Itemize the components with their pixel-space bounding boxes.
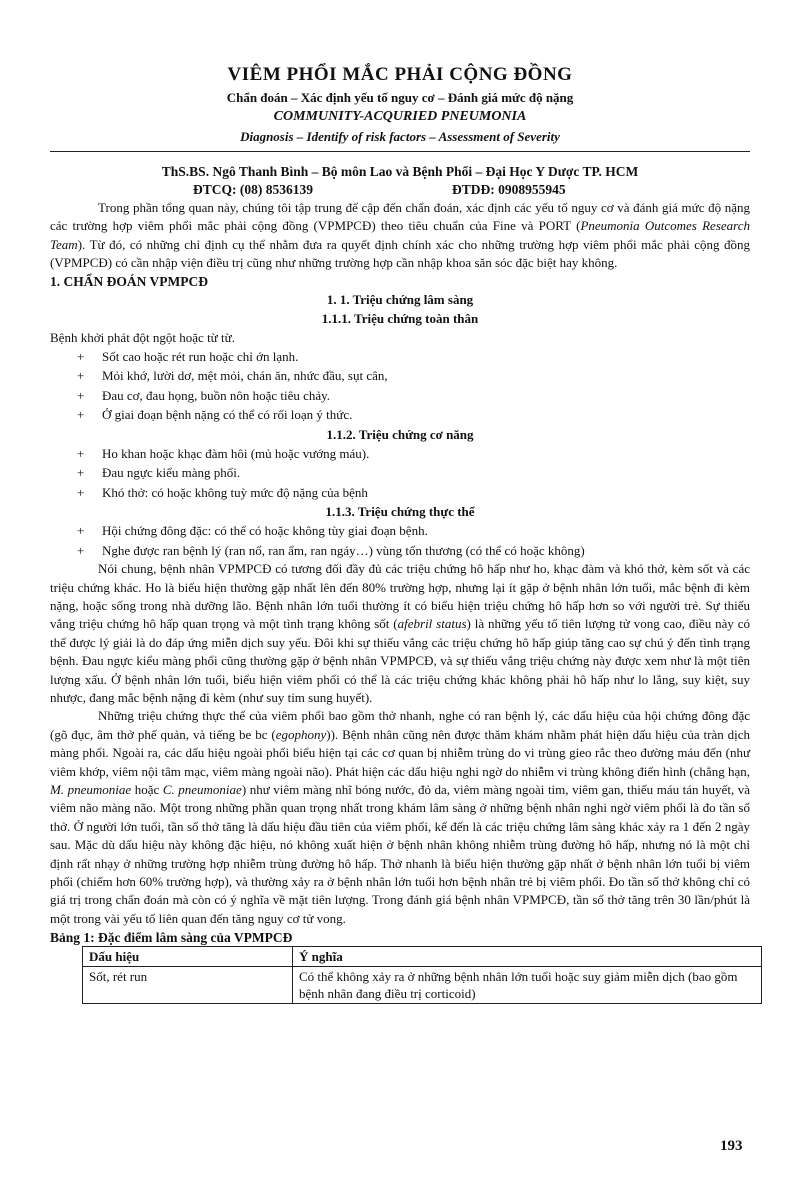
subsection-functional-symptoms: 1.1.2. Triệu chứng cơ năng — [326, 426, 474, 442]
subsection-clinical-symptoms: 1. 1. Triệu chứng lâm sàng — [326, 291, 474, 307]
author-line: ThS.BS. Ngô Thanh Bình – Bộ môn Lao và Bệnh Phổi – Đại Học Y Dược TP. HCM — [161, 164, 639, 179]
list-item: + Hội chứng đông đặc: có thể có hoặc không tùy giai đoạn bệnh. — [77, 523, 428, 539]
title-divider — [50, 151, 750, 152]
systemic-symptom-list — [50, 347, 750, 425]
list-item: + Đau cơ, đau họng, buồn nôn hoặc tiêu chảy. — [77, 387, 331, 403]
table-header-row — [83, 947, 762, 967]
mobile-phone: ĐTDĐ: 0908955945 — [452, 182, 566, 197]
table-caption: Bảng 1: Đặc điểm lâm sàng của VPMPCĐ — [50, 930, 293, 946]
list-item: + Sốt cao hoặc rét run hoặc chỉ ớn lạnh. — [77, 348, 299, 364]
page-subtitle: Chẩn đoán – Xác định yếu tố nguy cơ – Đánh giá mức độ nặng — [226, 90, 574, 105]
table-cell: Sốt, rét run — [83, 967, 293, 1004]
symptom-discussion-paragraph: Nói chung, bệnh nhân VPMPCĐ có tương đối đầy đủ các triệu chứng hô hấp như ho, khạc đàm và khó thở, kèm sốt và các triệu chứng khác. Ho là biểu hiện thường gặp nhất lên đến 80% trường hợp, nhưng lại ít gặp ở bệnh nhân lớn tuổi, mắc bệnh đi kèm nặng, hoặc sống trong nhà dưỡng lão. Bệnh nhân lớn tuổi thường ít có biểu hiện triệu chứng hô hấp hơn so với người trẻ. Sự thiếu vắng triệu chứng hô hấp quan trọng và một tình trạng không sốt (afebril status) là những yếu tố tiên lượng tử vong cao, điều này có thể được lý giải là do đáp ứng miễn dịch suy yếu. Đôi khi sự thiếu vắng các triệu chứng hô hấp giúp tăng cao sự chú ý đến tình trạng bệnh. Đau ngực kiểu màng phổi cũng thường gặp ở bệnh nhân VPMPCĐ, và sự thiếu vắng triệu chứng này được xem như là một tiên lượng xấu. Ở bệnh nhân lớn tuổi, biểu hiện viêm phổi có thể là các triệu chứng khác không phải hô hấp như lo lắng, suy kiệt, suy nhược, đang mắc bệnh nặng đi kèm (như suy tim sung huyết). — [50, 561, 750, 705]
office-phone: ĐTCQ: (08) 8536139 — [193, 182, 313, 197]
list-item: + Ho khan hoặc khạc đàm hôi (mủ hoặc vướng máu). — [77, 445, 370, 461]
contact-phones — [50, 182, 750, 199]
list-item: + Ở giai đoạn bệnh nặng có thể có rối loạn ý thức. — [77, 407, 353, 423]
table-cell: Có thể không xảy ra ở những bệnh nhân lớn tuổi hoặc suy giảm miễn dịch (bao gồm bệnh nhân đang điều trị corticoid) — [293, 967, 762, 1004]
document-page — [50, 64, 750, 1004]
page-title: VIÊM PHỔI MẮC PHẢI CỘNG ĐỒNG — [227, 64, 573, 85]
list-item: + Mỏi khớ, lười dơ, mệt mỏi, chán ăn, nhức đầu, sụt cân, — [77, 368, 388, 384]
clinical-features-table — [82, 946, 762, 1004]
intro-paragraph: Trong phần tổng quan này, chúng tôi tập trung để cập đến chẩn đoán, xác định các yếu tố nguy cơ và đánh giá mức độ nặng các trường hợp viêm phổi mắc phải cộng đồng (VPMPCĐ) theo tiêu chuẩn của Fine và PORT (Pneumonia Outcomes Research Team). Từ đó, có những chỉ định cụ thể nhằm đưa ra quyết định chính xác cho những trường hợp viêm phổi mắc phải cộng đồng (VPMPCĐ) có cần nhập viện điều trị cũng như những trường hợp cần nhập khoa săn sóc đặc biệt hay không. — [50, 200, 750, 271]
list-item: + Nghe được ran bệnh lý (ran nổ, ran ẩm, ran ngáy…) vùng tổn thương (có thể có hoặc không) — [77, 542, 585, 558]
subsection-physical-signs: 1.1.3. Triệu chứng thực thể — [325, 504, 475, 520]
english-title: COMMUNITY-ACQURIED PNEUMONIA — [273, 109, 527, 124]
physical-sign-list — [50, 521, 750, 560]
table-header-cell: Dấu hiệu — [83, 947, 293, 967]
physical-exam-paragraph: Những triệu chứng thực thể của viêm phổi bao gồm thở nhanh, nghe có ran bệnh lý, các dấu hiệu của hội chứng đông đặc (gõ đục, âm thở phế quản, và tiếng be bc (egophony)). Bệnh nhân cũng nên được thăm khám nhằm phát hiện dấu hiệu của tràn dịch màng phổi. Ngoài ra, các dấu hiệu ngoài phổi biểu hiện tại các cơ quan bị nhiễm trùng do vi trùng gieo rắc theo đường máu đến (như viêm khớp, viêm nội tâm mạc, viêm màng ngoài não). Phát hiện các dấu hiệu nghi ngờ do nhiễm vi trùng không điển hình (chẳng hạn, M. pneumoniae hoặc C. pneumoniae) như viêm màng nhĩ bóng nước, đỏ da, viêm màng ngoài tim, viêm gan, thiếu máu tán huyết, và viêm não màng não. Một trong những phần quan trọng nhất trong khám lâm sàng ở những bệnh nhân nghi ngờ viêm phổi là đo tần số thở. Ở người lớn tuổi, tần số thở tăng là dấu hiệu đầu tiên của viêm phổi, kế đến là các triệu chứng lâm sàng khác xảy ra 1 đến 2 ngày sau. Mặc dù dấu hiệu này không đặc hiệu, nó không xuất hiện ở bệnh nhân không nhiễm trùng đường hô hấp, nhưng nó là một chỉ định rất nhạy ở những trường hợp nhiễm trùng đường hô hấp. Thở nhanh là biểu hiện thường gặp nhất ở bệnh nhân lớn tuổi bị viêm phổi (chiếm hơn 60% trường hợp), và thường xảy ra ở bệnh nhân lớn tuổi hơn bệnh nhân trẻ bị viêm phổi. Đo tần số thở không chỉ có giá trị trong chẩn đoán mà còn có ý nghĩa về mặt tiên lượng. Trong đánh giá bệnh nhân VPMPCĐ, tần số thở tăng trên 30 lần/phút là một trong vài yếu tố liên quan đến tăng nguy cơ tử vong. — [50, 708, 751, 926]
functional-symptom-list — [50, 444, 750, 503]
list-item: + Đau ngực kiểu màng phổi. — [77, 465, 241, 481]
list-item: + Khó thở: có hoặc không tuỳ mức độ nặng của bệnh — [77, 484, 368, 500]
page-number: 193 — [720, 1138, 743, 1154]
english-subtitle: Diagnosis – Identify of risk factors – Assessment of Severity — [240, 129, 560, 144]
table-header-cell: Ý nghĩa — [293, 947, 762, 967]
table-row — [83, 967, 762, 1004]
subsection-systemic-symptoms: 1.1.1. Triệu chứng toàn thân — [321, 310, 479, 326]
onset-sentence: Bệnh khởi phát đột ngột hoặc từ từ. — [50, 329, 235, 345]
section-heading-diagnosis: 1. CHẨN ĐOÁN VPMPCĐ — [50, 273, 208, 289]
